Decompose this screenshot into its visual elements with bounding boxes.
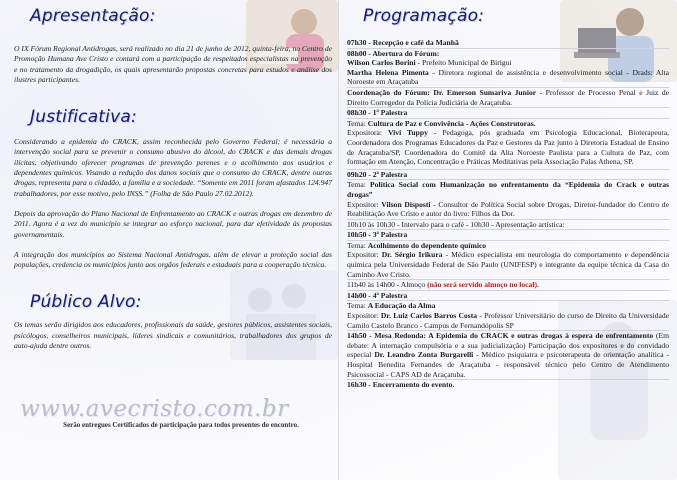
speaker-role: - Médico especialista em neurologia do comportamento e dependência química pela Universidade Federal de São Paulo (UNIFESP) e integrante da equipe técnica da Casa do Caminho Ave Cristo. — [347, 250, 669, 279]
schedule-time: 11h40 às 14h00 - Almoço — [347, 280, 428, 290]
speaker-name: Vilson Disposti — [381, 199, 431, 209]
schedule-item — [347, 250, 669, 279]
theme-label: Tema: — [347, 240, 368, 250]
speaker-name: Coordenação do Fórum: Dr. Emerson Sumariva Junior — [347, 87, 537, 97]
schedule-item — [347, 290, 669, 301]
schedule-time: 08h00 - Abertura do Fórum: — [347, 48, 440, 58]
schedule-item — [347, 87, 669, 107]
schedule-item — [347, 200, 669, 219]
apresentacao-text: O IX Fórum Regional Antidrogas, será realizado no dia 21 de junho de 2012, quinta-feira, no Centro de Promoção Humana Ave Cristo e contará com a participação de respeitados especialistas na prevenção e no tratamento da drogadição, os quais apresentarão propostas concretas para estudos e análise dos ilustres participantes. — [14, 44, 332, 84]
roundtable-desc: (Em debate: A internação compulsória e a sua judicialização) Participação dos expositores e do convidado especial — [347, 331, 669, 360]
schedule-item — [347, 229, 669, 240]
schedule-item — [347, 38, 669, 48]
speaker-name: Vivi Tuppy — [387, 128, 428, 138]
theme-label: Tema: — [347, 118, 368, 128]
schedule-item — [347, 179, 669, 199]
theme-title: A Educação da Alma — [367, 301, 436, 311]
theme-label: Tema: — [347, 180, 371, 190]
schedule-item — [347, 219, 669, 230]
schedule-item — [347, 48, 669, 59]
schedule-item — [347, 68, 669, 87]
theme-title: Cultura de Paz e Convivência - Ações Construtoras. — [367, 118, 536, 128]
certificates-note: Serão entregues Certificados de participação para todos presentes do encontro. — [63, 421, 299, 429]
justificativa-text-3: A integração dos municípios ao Sistema Nacional Antidrogas, além de elevar a proteção social das populações, credencia os municípios junto aos orgãos federais e estaduais para a cooperação técnica. — [14, 249, 332, 270]
schedule-item — [347, 330, 669, 379]
schedule-time: 07h30 - Recepção e café da Manhã — [347, 38, 459, 47]
theme-label: Tema: — [347, 301, 368, 311]
speaker-name: Dr. Luiz Carlos Barros Costa — [380, 311, 478, 321]
speaker-name: Dr. Leandro Zonta Burgarelli — [374, 350, 474, 360]
justificativa-heading: Justificativa: — [30, 107, 137, 128]
schedule-time: 10h50 - 3ª Palestra — [347, 230, 408, 240]
website-watermark: www.avecristo.com.br — [20, 396, 289, 422]
lunch-note: (não será servido almoço no local). — [427, 280, 539, 290]
speaker-name: Wilson Carlos Borini — [347, 58, 416, 68]
schedule-time: 08h30 - 1ª Palestra — [347, 108, 408, 118]
schedule-item — [347, 379, 669, 390]
speaker-label: Expositor: — [347, 250, 382, 260]
publico-heading: Público Alvo: — [30, 292, 142, 313]
speaker-role: - Pedagoga, pós graduada em Psicologia Educacional, Bioterapeuta, Coordenadora dos Programas Educadores da Paz e Gestores da Paz junto à Diretoria Estadual de Ensino de Araçatuba/SP, Coordenadora do Comitê da Alta Noroeste Paulista para a Cultura de Paz, com formação em Atenção, Concentração e Práticas Meditativas pela Associação Palas Athena, SP. — [347, 128, 669, 167]
speaker-role: - Diretora regional de assistência e desenvolvimento social - Drads: Alta Noroeste em Araçatuba — [347, 67, 670, 87]
schedule-time: 16h30 - Encerramento do evento. — [347, 380, 455, 390]
roundtable-title: 14h50 - Mesa Redonda: A Epidemia do CRACK e outras drogas à espera de enfrentamento — [347, 331, 654, 341]
schedule-item — [347, 169, 669, 180]
schedule-item — [347, 279, 669, 290]
column-divider — [338, 0, 339, 480]
justificativa-text-2: Depois da aprovação do Plano Nacional de Enfrentamento ao CRACK e outras drogas em dezembro de 2011. Agora é a vez do município se integrar ao esforço nacional, para dar efetividade às propostas governamentais. — [14, 208, 332, 239]
schedule-item — [347, 128, 669, 166]
theme-title: Política Social com Humanização no enfrentamento da “Epidemia do Crack e outras drogas” — [347, 180, 669, 199]
justificativa-text-1: Considerando a epidemia do CRACK, assim reconhecida pelo Governo Federal; é necessária a intervenção social para se prevenir o consumo abusivo do álcool, do CRACK e das demais drogas ilícitas, objetivando oferecer programas de prevenção perenes e o acolhimento aos usuários e dependentes químicos. Visando a redução dos danos sociais que o consumo do CRACK, dentre outras drogas, representa para o cidadão, a família e a sociedade. “Somente em 2011 foram afastados 124.947 trabalhadores, por esse motivo, pelo INSS.” (Folha de São Paulo 27.02.2012). — [14, 137, 332, 198]
left-column — [14, 6, 332, 351]
theme-title: Acolhimento do dependente químico — [367, 240, 487, 250]
apresentacao-heading: Apresentação: — [30, 6, 156, 26]
publico-text: Os temas serão dirigidos aos educadores, profissionais da saúde, gestores públicos, assistentes sociais, psicólogos, conselheiros municipais, líderes sindicais e comunitários, trabalhadores dos grupos de auto-ajuda dentre outros. — [14, 320, 332, 351]
speaker-name: Dr. Sérgio Irikura — [381, 250, 443, 260]
schedule-item — [347, 58, 669, 68]
schedule-item — [347, 118, 669, 129]
schedule-item — [347, 107, 669, 118]
speaker-role: - Prefeito Municipal de Birigui — [415, 58, 512, 68]
speaker-role: - Consultor de Política Social sobre Drogas, Diretor-fundador do Centro de Reabilitação Ave Cristo e autor do livro: Filhos da Dor. — [347, 199, 669, 219]
schedule-item — [347, 311, 669, 330]
schedule-time: 10h10 às 10h30 - Intervalo para o café - 10h30 - Apresentação artística: — [347, 219, 565, 229]
speaker-label: Expositor: — [347, 199, 382, 209]
speaker-role: - Professor de Processo Penal e Juiz de Direito Corregedor da Polícia Judiciária de Araçatuba. — [347, 87, 669, 107]
speaker-name: Martha Helena Pimenta — [347, 67, 429, 77]
right-column — [347, 6, 669, 390]
schedule-time: 09h20 - 2ª Palestra — [347, 169, 408, 179]
speaker-label: Expositora: — [347, 128, 388, 138]
schedule-item — [347, 300, 669, 311]
schedule-time: 14h00 - 4ª Palestra — [347, 290, 408, 300]
speaker-role: - Médico psiquiatra e psicoterapeuta de orientação analítica - Hospital Benedita Fernandes de Araçatuba - responsável técnico pelo Centro de Atendimento Psicossocial - CAPS AD de Araçatuba. — [347, 350, 670, 379]
schedule-item — [347, 240, 669, 251]
programacao-heading: Programação: — [363, 6, 485, 26]
speaker-label: Expositor: — [347, 311, 381, 321]
speaker-role: - Professor Universitário do curso de Direito da Universidade Camilo Castelo Branco - Campus de Fernandópolis SP — [347, 311, 669, 330]
